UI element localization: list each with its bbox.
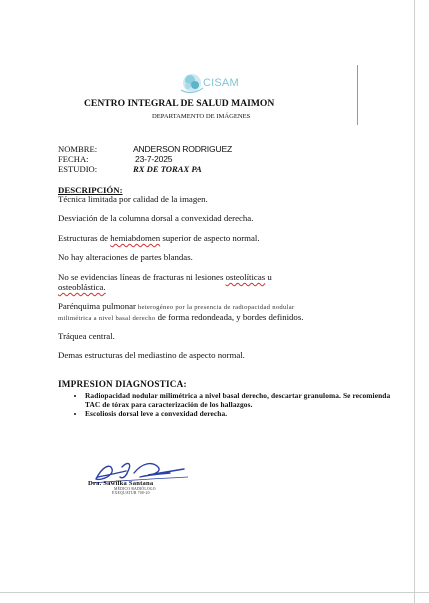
- description-line-5: [58, 272, 272, 282]
- description-line-3a: Estructuras de: [58, 233, 111, 243]
- description-line-6d: de forma redondeada, y bordes definidos.: [155, 312, 304, 322]
- page-edge-right: [414, 0, 415, 603]
- description-line-5-cont: [58, 282, 106, 292]
- signature-title: MÉDICO RADIÓLOGO: [114, 487, 156, 491]
- description-line-6: [58, 301, 294, 311]
- description-line-2: Desviación de la columna dorsal a convexidad derecha.: [58, 213, 254, 223]
- description-line-6a: Parénquima pulmonar: [58, 301, 136, 311]
- name-value: ANDERSON RODRIGUEZ: [133, 144, 233, 154]
- spellcheck-word: osteoblástica.: [58, 282, 106, 292]
- signature-exequatur: EXEQUATUR 700-20: [112, 491, 150, 495]
- date-label: FECHA:: [58, 154, 89, 164]
- signature-name: Dra. Sawilka Santana: [88, 480, 154, 487]
- description-line-6-cont: [58, 312, 303, 322]
- logo-text: CISAM: [203, 77, 239, 89]
- description-line-5a: No se evidencias líneas de fracturas ni lesiones: [58, 272, 226, 282]
- department-title: DEPARTAMENTO DE IMÁGENES: [152, 113, 251, 120]
- impression-heading: IMPRESION DIAGNOSTICA:: [58, 379, 187, 389]
- study-label: ESTUDIO:: [58, 164, 98, 174]
- description-line-6c: milimétrica a nivel basal derecho: [58, 315, 156, 322]
- name-label: NOMBRE:: [58, 144, 98, 154]
- description-line-7: Tráquea central.: [58, 331, 115, 341]
- impression-item: • Radiopacidad nodular milimétrica a nivel basal derecho, descartar granuloma. Se recomienda TAC de tórax para caracterización de los hallazgos.: [85, 391, 405, 409]
- description-line-3c: superior de aspecto normal.: [160, 233, 260, 243]
- spellcheck-word: hemiabdomen: [110, 233, 161, 243]
- description-line-4: No hay alteraciones de partes blandas.: [58, 252, 193, 262]
- description-line-8: Demas estructuras del mediastino de aspecto normal.: [58, 350, 245, 360]
- description-heading: DESCRIPCIÓN:: [58, 185, 123, 195]
- description-line-1: Técnica limitada por calidad de la imagen.: [58, 194, 208, 204]
- impression-list: [72, 391, 405, 419]
- description-line-6b: heterogéneo por la presencia de radiopacidad nodular: [135, 304, 295, 311]
- organization-title: CENTRO INTEGRAL DE SALUD MAIMON: [84, 98, 275, 109]
- spellcheck-word: osteolíticas: [225, 272, 266, 282]
- study-value: RX DE TORAX PA: [133, 164, 202, 174]
- description-line-5c: u: [265, 272, 272, 282]
- date-value: 23-7-2025: [135, 154, 173, 164]
- margin-line: [357, 65, 358, 125]
- impression-item: • Escoliosis dorsal leve a convexidad derecha.: [85, 409, 405, 418]
- page-edge-bottom: [0, 592, 429, 593]
- description-line-3: [58, 233, 260, 243]
